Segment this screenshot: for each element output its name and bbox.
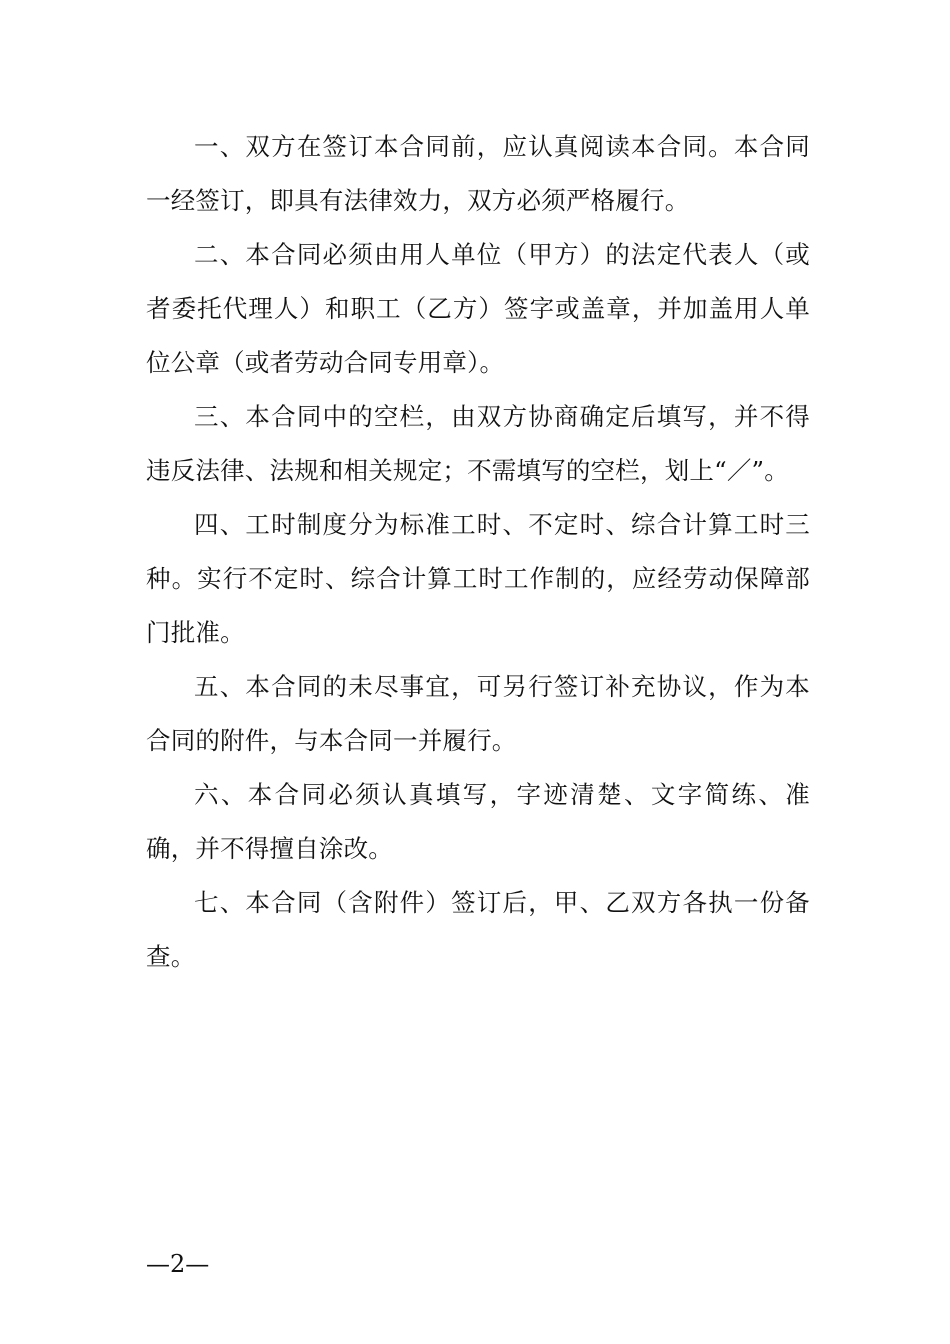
clause-6: 六、本合同必须认真填写，字迹清楚、文字简练、准确，并不得擅自涂改。	[146, 780, 810, 863]
clause-4: 四、工时制度分为标准工时、不定时、综合计算工时三种。实行不定时、综合计算工时工作制的，应经劳动保障部门批准。	[146, 510, 810, 647]
clause-3: 三、本合同中的空栏，由双方协商确定后填写，并不得违反法律、法规和相关规定；不需填写的空栏，划上“／”。	[146, 402, 810, 485]
clause-1: 一、双方在签订本合同前，应认真阅读本合同。本合同一经签订，即具有法律效力，双方必须严格履行。	[146, 132, 810, 215]
clause-5: 五、本合同的未尽事宜，可另行签订补充协议，作为本合同的附件，与本合同一并履行。	[146, 672, 810, 755]
clause-7: 七、本合同（含附件）签订后，甲、乙双方各执一份备查。	[146, 888, 810, 971]
clause-2: 二、本合同必须由用人单位（甲方）的法定代表人（或者委托代理人）和职工（乙方）签字或盖章，并加盖用人单位公章（或者劳动合同专用章）。	[146, 240, 810, 377]
contract-notes-body	[146, 120, 810, 984]
page-number: —2—	[146, 1250, 210, 1278]
